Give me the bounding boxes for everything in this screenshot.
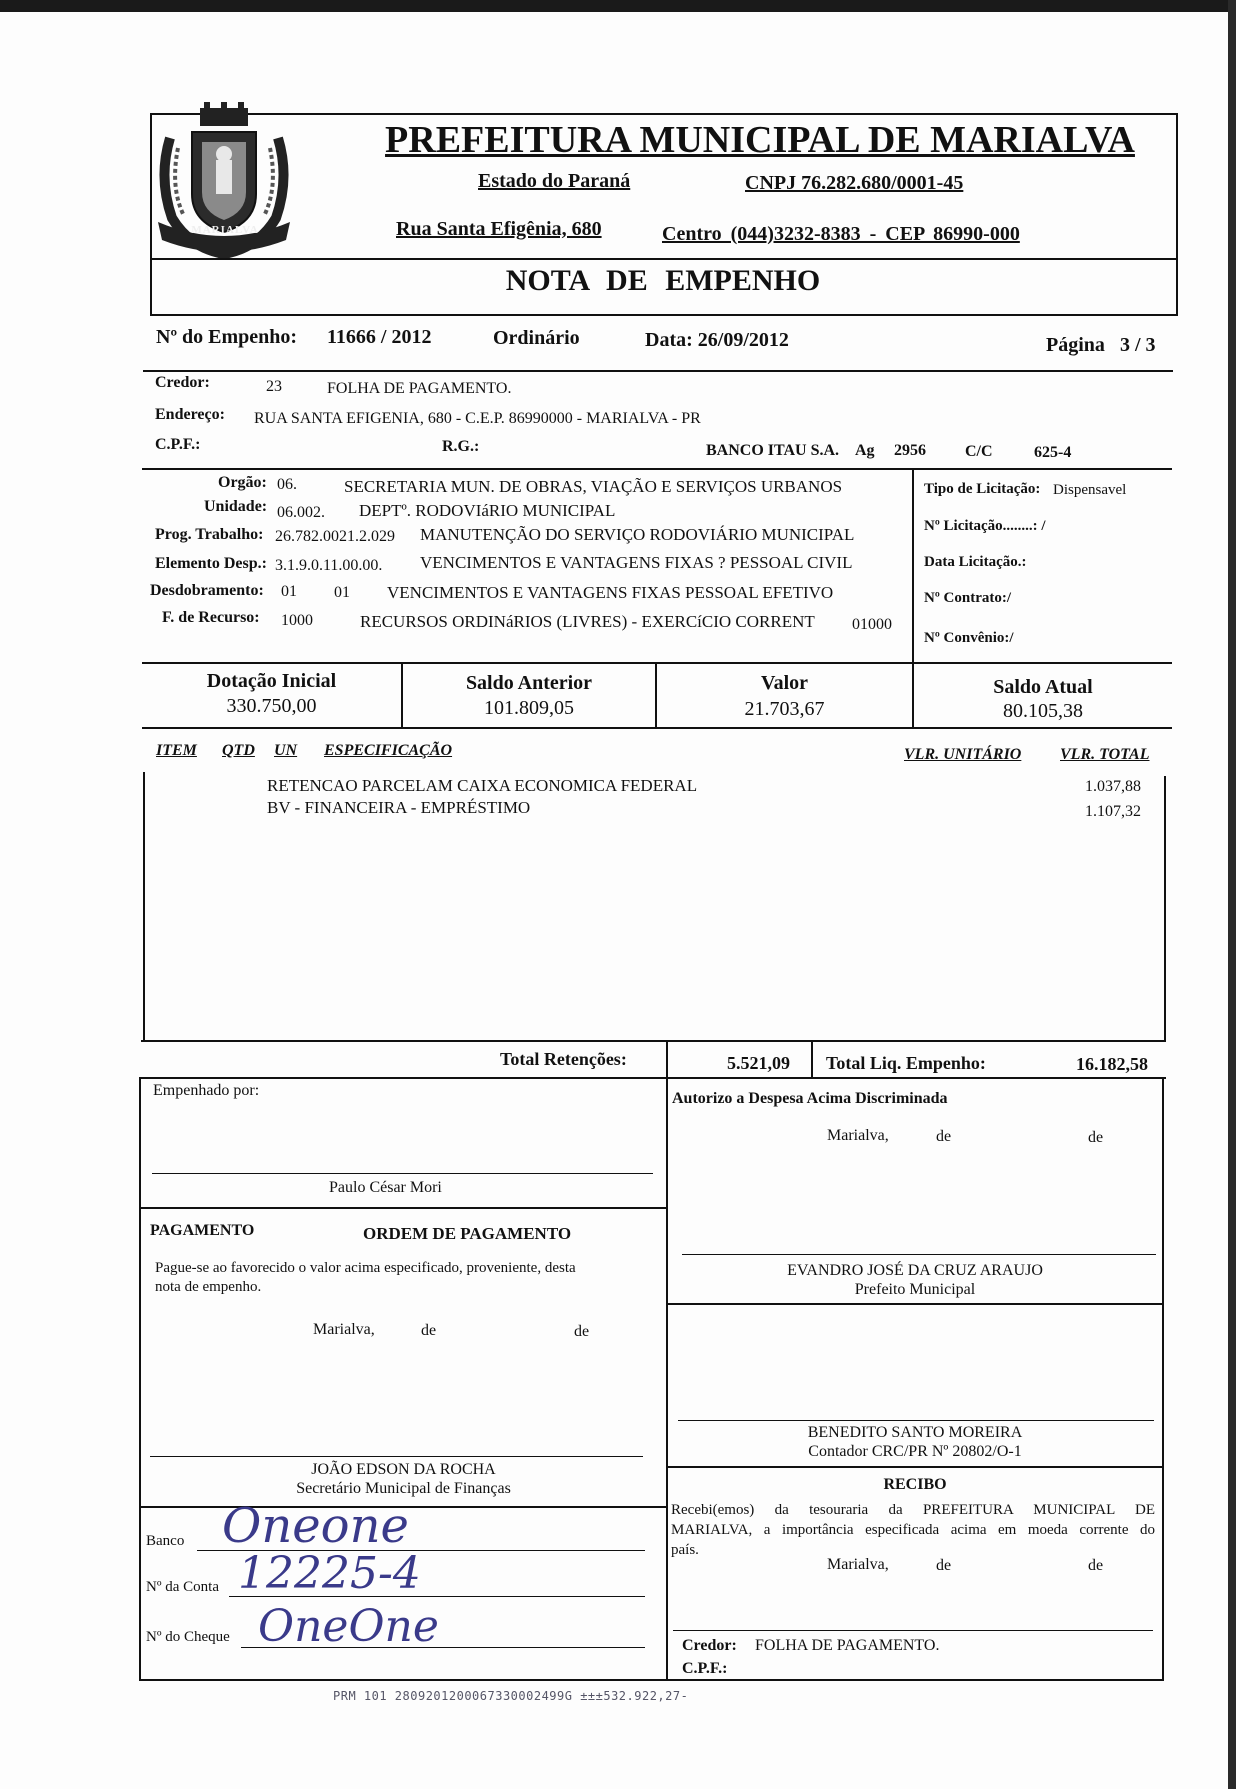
contador-role: Contador CRC/PR Nº 20802/O-1 <box>808 1443 1022 1460</box>
saldo-anterior-label: Saldo Anterior <box>465 672 593 694</box>
header-divider <box>150 258 1176 260</box>
recibo-title: RECIBO <box>883 1476 947 1493</box>
municipality-title: PREFEITURA MUNICIPAL DE MARIALVA <box>385 119 1135 161</box>
empenho-divider <box>143 370 1173 372</box>
col-especificacao: ESPECIFICAÇÃO <box>324 742 453 759</box>
recibo-credor-name: FOLHA DE PAGAMENTO. <box>755 1637 940 1654</box>
recibo-de-1: de <box>936 1557 952 1574</box>
address-contact: Centro (044)3232-8383 - CEP 86990-000 <box>662 223 1020 245</box>
totals-top-line <box>141 1040 1166 1042</box>
credor-label: Credor: <box>155 374 210 391</box>
retencoes-value: 5.521,09 <box>727 1053 790 1073</box>
saldo-atual-label: Saldo Atual <box>993 676 1093 698</box>
pagamento-city: Marialva, <box>313 1321 375 1338</box>
col-item: ITEM <box>156 742 197 759</box>
street-address: Rua Santa Efigênia, 680 <box>396 218 602 240</box>
elemento-desc: VENCIMENTOS E VANTAGENS FIXAS ? PESSOAL CIVIL <box>420 553 853 572</box>
prog-label: Prog. Trabalho: <box>155 526 264 543</box>
scan-right-edge <box>1228 0 1236 1789</box>
col-vlr-unitario: VLR. UNITÁRIO <box>904 746 1022 763</box>
autorizo-title: Autorizo a Despesa Acima Discriminada <box>672 1090 948 1107</box>
autorizo-city: Marialva, <box>827 1127 889 1144</box>
bank-authentication-stamp: PRM 101 2809201200067330002499G ±±±532.922,27- <box>333 1689 689 1703</box>
agency-number: 2956 <box>894 442 926 459</box>
bank-name: BANCO ITAU S.A. <box>706 442 840 459</box>
pagamento-de-1: de <box>421 1322 437 1339</box>
empenhado-divider <box>141 1207 668 1209</box>
orgao-label: Orgão: <box>218 474 267 491</box>
desdobramento-label: Desdobramento: <box>150 582 264 599</box>
col-vlr-total: VLR. TOTAL <box>1060 746 1150 763</box>
cpf-label: C.P.F.: <box>155 436 201 453</box>
prefeito-role: Prefeito Municipal <box>854 1281 976 1298</box>
contador-name: BENEDITO SANTO MOREIRA <box>807 1424 1023 1441</box>
items-right-border <box>1164 776 1166 1042</box>
licitacao-divider <box>912 468 914 662</box>
credor-divider <box>142 468 1172 470</box>
saldo-atual-value: 80.105,38 <box>1003 700 1083 722</box>
recurso-code-2: 01000 <box>852 616 892 633</box>
empenhado-signature-line <box>152 1173 653 1174</box>
desdobramento-code-1: 01 <box>281 583 297 600</box>
conta-label: Nº da Conta <box>146 1579 219 1595</box>
prog-code: 26.782.0021.2.029 <box>275 528 395 545</box>
pagamento-label: PAGAMENTO <box>150 1222 255 1239</box>
autorizo-de-1: de <box>936 1128 952 1145</box>
lower-bottom-line <box>139 1679 1164 1681</box>
credor-name: FOLHA DE PAGAMENTO. <box>327 380 512 397</box>
recibo-city: Marialva, <box>827 1556 889 1573</box>
prefeito-divider <box>668 1303 1164 1305</box>
autorizo-de-2: de <box>1088 1129 1104 1146</box>
empenhado-name: Paulo César Mori <box>329 1179 442 1196</box>
secretario-role: Secretário Municipal de Finanças <box>296 1480 511 1497</box>
contador-divider <box>668 1466 1164 1468</box>
agency-label: Ag <box>855 442 875 459</box>
recibo-de-2: de <box>1088 1557 1104 1574</box>
elemento-code: 3.1.9.0.11.00.00. <box>275 557 383 574</box>
banco-label: Banco <box>146 1533 185 1549</box>
tipo-licitacao-label: Tipo de Licitação: <box>924 481 1041 497</box>
valor-value: 21.703,67 <box>744 698 825 720</box>
recibo-credor-label: Credor: <box>682 1637 737 1654</box>
credor-code: 23 <box>266 378 282 395</box>
conta-handwritten: 12225-4 <box>238 1548 421 1599</box>
item-2-total: 1.107,32 <box>1085 803 1141 820</box>
items-left-border <box>143 772 145 1042</box>
prefeito-name: EVANDRO JOSÉ DA CRUZ ARAUJO <box>787 1262 1043 1279</box>
col-un: UN <box>274 742 298 759</box>
desdobramento-desc: VENCIMENTOS E VANTAGENS FIXAS PESSOAL EFETIVO <box>387 583 834 602</box>
recibo-text-3: país. <box>671 1542 699 1558</box>
empenho-type: Ordinário <box>493 327 580 349</box>
prog-desc: MANUTENÇÃO DO SERVIÇO RODOVIÁRIO MUNICIPAL <box>420 525 855 544</box>
licitacao-number: Nº Licitação........: / <box>924 518 1046 534</box>
empenhado-label: Empenhado por: <box>153 1082 260 1099</box>
prefeito-signature-line <box>682 1254 1156 1255</box>
licitacao-date: Data Licitação.: <box>924 554 1027 570</box>
cheque-handwritten: OneOne <box>258 1601 439 1652</box>
state-label: Estado do Paraná <box>478 170 631 192</box>
cheque-label: Nº do Cheque <box>146 1629 230 1645</box>
totals-sep-2 <box>811 1040 813 1078</box>
dotacao-label: Dotação Inicial <box>206 670 337 692</box>
crest-banner-text: MARIALVA <box>191 224 259 236</box>
contador-signature-line <box>678 1420 1154 1421</box>
recibo-text-1: Recebi(emos) da tesouraria da PREFEITURA MUNICIPAL DE <box>671 1502 1155 1518</box>
account-label: C/C <box>965 443 993 460</box>
item-1-desc: RETENCAO PARCELAM CAIXA ECONOMICA FEDERAL <box>267 776 698 795</box>
balances-bottom-line <box>142 727 1172 729</box>
col-qtd: QTD <box>222 742 255 759</box>
pagamento-text-1: Pague-se ao favorecido o valor acima especificado, proveniente, desta <box>155 1260 576 1276</box>
contrato-number: Nº Contrato:/ <box>924 590 1012 606</box>
lower-left-border <box>139 1077 141 1681</box>
page-number: 3 / 3 <box>1120 334 1156 356</box>
unidade-code: 06.002. <box>277 504 325 521</box>
empenho-number: 11666 / 2012 <box>327 326 432 348</box>
recurso-label: F. de Recurso: <box>162 609 260 626</box>
unidade-desc: DEPTº. RODOVIáRIO MUNICIPAL <box>359 501 616 520</box>
empenho-date: Data: 26/09/2012 <box>645 329 789 351</box>
ordem-pagamento-label: ORDEM DE PAGAMENTO <box>363 1224 572 1243</box>
recibo-cpf-label: C.P.F.: <box>682 1660 728 1677</box>
orgao-desc: SECRETARIA MUN. DE OBRAS, VIAÇÃO E SERVIÇOS URBANOS <box>344 477 843 496</box>
saldo-anterior-value: 101.809,05 <box>484 697 574 719</box>
tipo-licitacao-value: Dispensavel <box>1053 482 1127 498</box>
banco-handwritten: Oneone <box>222 1498 409 1554</box>
liquido-label: Total Liq. Empenho: <box>826 1053 986 1073</box>
totals-bottom-line <box>141 1077 1166 1079</box>
lower-right-border <box>1162 1077 1164 1681</box>
unidade-label: Unidade: <box>204 498 268 515</box>
secretario-signature-line <box>150 1456 643 1457</box>
desdobramento-code-2: 01 <box>334 584 350 601</box>
pagamento-text-2: nota de empenho. <box>155 1279 262 1295</box>
recibo-signature-line <box>673 1630 1153 1631</box>
credor-address: RUA SANTA EFIGENIA, 680 - C.E.P. 86990000 - MARIALVA - PR <box>254 410 701 427</box>
account-number: 625-4 <box>1034 444 1072 461</box>
dotacao-value: 330.750,00 <box>226 695 317 717</box>
pagamento-de-2: de <box>574 1323 590 1340</box>
liquido-value: 16.182,58 <box>1076 1054 1148 1074</box>
item-2-desc: BV - FINANCEIRA - EMPRÉSTIMO <box>267 798 531 817</box>
recurso-desc: RECURSOS ORDINáRIOS (LIVRES) - EXERCíCIO CORRENT <box>360 612 815 631</box>
lower-mid-border <box>666 1077 668 1681</box>
empenho-number-label: Nº do Empenho: <box>156 326 298 348</box>
scan-top-edge <box>0 0 1236 12</box>
cnpj-label: CNPJ 76.282.680/0001-45 <box>745 172 964 194</box>
totals-sep-1 <box>666 1040 668 1078</box>
valor-label: Valor <box>760 672 809 694</box>
recibo-text-2: MARIALVA, a importância especificada acima em moeda corrente do <box>671 1522 1155 1538</box>
orgao-code: 06. <box>277 476 297 493</box>
address-label: Endereço: <box>155 406 225 423</box>
rg-label: R.G.: <box>442 438 480 455</box>
retencoes-label: Total Retenções: <box>500 1049 627 1069</box>
secretario-name: JOÃO EDSON DA ROCHA <box>311 1461 496 1478</box>
page-label: Página <box>1046 334 1105 356</box>
convenio-number: Nº Convênio:/ <box>924 630 1014 646</box>
document-title: NOTA DE EMPENHO <box>505 264 821 297</box>
recurso-code: 1000 <box>281 612 313 629</box>
item-1-total: 1.037,88 <box>1085 778 1141 795</box>
elemento-label: Elemento Desp.: <box>155 555 267 572</box>
balances-top-line <box>142 662 1172 664</box>
